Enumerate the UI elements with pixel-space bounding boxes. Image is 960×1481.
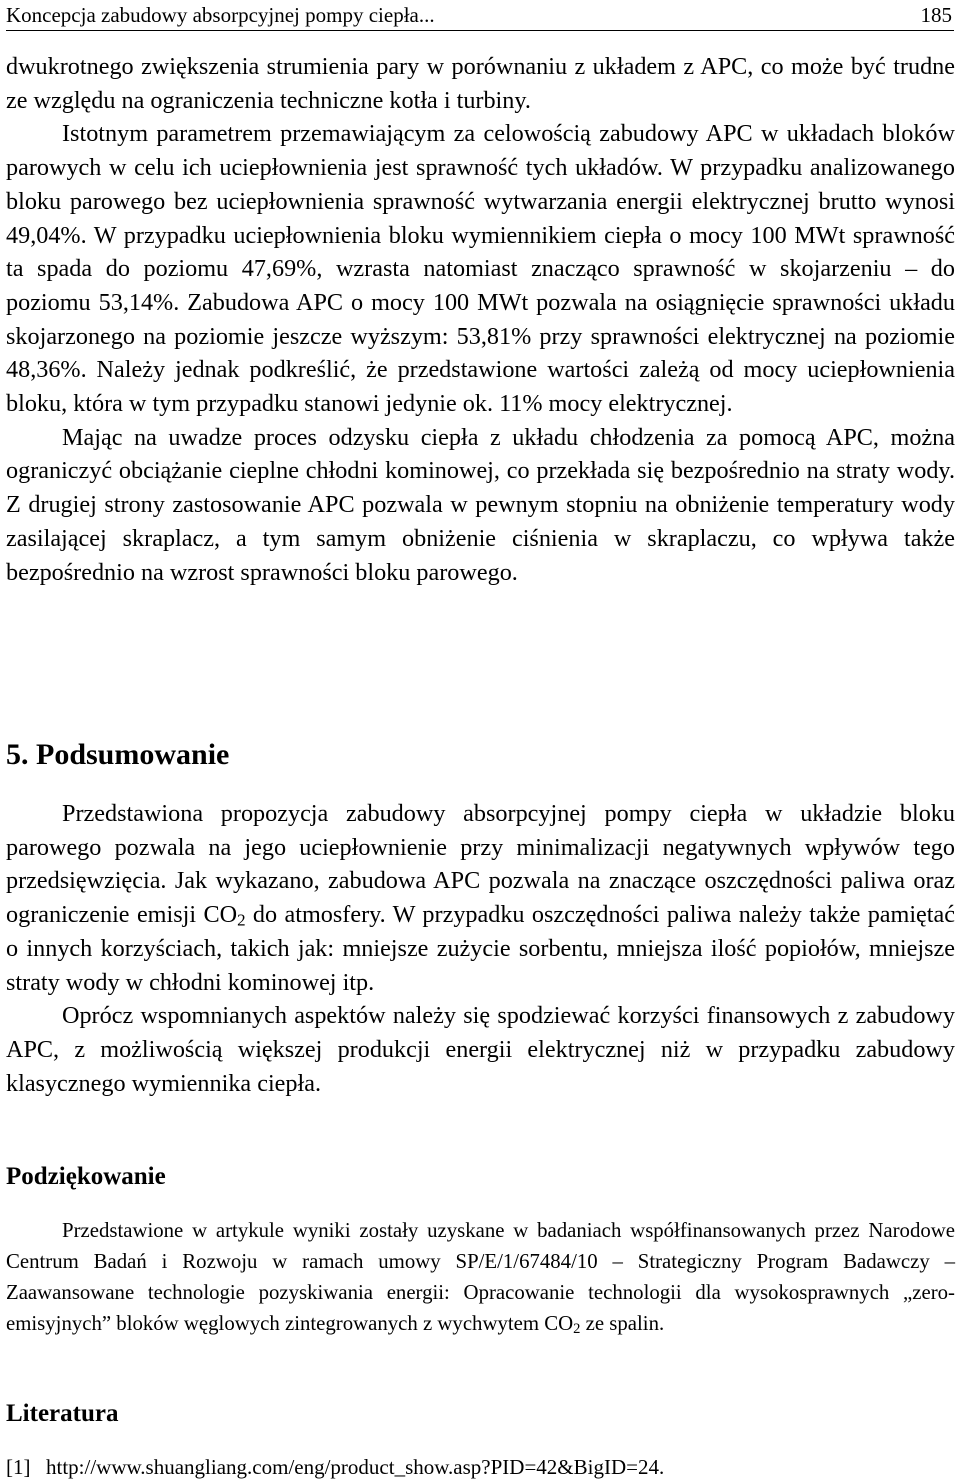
summary-paragraph-2: Oprócz wspomnianych aspektów należy się spodziewać korzyści finansowych z zabudowy APC, z możliwością większej produkcji energii elektrycznej niż w przypadku zabudowy klasycznego wymiennika ciepła. (6, 1002, 955, 1097)
page-number: 185 (920, 3, 952, 27)
intro-paragraph-1: dwukrotnego zwiększenia strumienia pary w porównaniu z układem z APC, co może być trudne ze względu na ograniczenia techniczne kotła i turbiny. (6, 53, 955, 114)
reference-link[interactable]: http://www.shuangliang.com/eng/product_show.asp?PID=42&BigID=24. (46, 1455, 665, 1479)
intro-paragraph-3: Mając na uwadze proces odzysku ciepła z układu chłodzenia za pomocą APC, można ograniczyć obciążanie cieplne chłodni kominowej, co przekłada się bezpośrednio na straty wody. Z drugiej strony zastosowanie APC pozwala w pewnym stopniu na obniżenie temperatury wody zasilającej skraplacz, a tym samym obniżenie ciśnienia w skraplaczu, co wpływa także bezpośrednio na wzrost sprawności bloku parowego. (6, 423, 955, 586)
section-heading-summary: 5. Podsumowanie (6, 738, 230, 771)
summary-paragraph-1-text: Przedstawiona propozycja zabudowy absorpcyjnej pompy ciepła w układzie bloku parowego pozwala na jego uciepłownienie przy minimalizacji negatywnych wpływów tego przedsięwzięcia. Jak wykazano, zabudowa APC pozwala na znaczące oszczędności paliwa oraz ograniczenie emisji CO (6, 800, 955, 929)
intro-section (6, 50, 955, 589)
summary-paragraph-1 (6, 797, 955, 999)
co2-subscript-ack: 2 (573, 1320, 581, 1337)
acknowledgment-section (6, 1215, 955, 1339)
section-heading-literature: Literatura (6, 1400, 119, 1427)
running-header (6, 2, 954, 31)
summary-paragraph-1-text-end: do atmosfery. W przypadku oszczędności paliwa należy także pamiętać o innych korzyściach, takich jak: mniejsze zużycie sorbentu, mniejsza ilość popiołów, mniejsze straty wody w chłodni kominowej itp. (6, 901, 955, 996)
running-header-title: Koncepcja zabudowy absorpcyjnej pompy ciepła... (6, 3, 435, 27)
acknowledgment-text: Przedstawione w artykule wyniki zostały uzyskane w badaniach współfinansowanych przez Narodowe Centrum Badań i Rozwoju w ramach umowy SP/E/1/67484/10 – Strategiczny Program Badawczy – Zaawansowane technologie pozyskiwania energii: Opracowanie technologii dla wysokosprawnych „zero-emisyjnych” bloków węglowych zintegrowanych z wychwytem CO (6, 1219, 955, 1335)
intro-paragraph-2: Istotnym parametrem przemawiającym za celowością zabudowy APC w układach bloków parowych w celu ich uciepłownienia jest sprawność tych układów. W przypadku analizowanego bloku parowego bez uciepłownienia sprawność wytwarzania energii elektrycznej brutto wynosi 49,04%. W przypadku uciepłownienia bloku wymiennikiem ciepła o mocy 100 MWt sprawność ta spada do poziomu 47,69%, wzrasta natomiast znacząco sprawność w skojarzeniu – do poziomu 53,14%. Zabudowa APC o mocy 100 MWt pozwala na osiągnięcie sprawności układu skojarzonego na poziomie jeszcze wyższym: 53,81% przy sprawności elektrycznej na poziomie 48,36%. Należy jednak podkreślić, że przedstawione wartości zależą od mocy uciepłownienia bloku, która w tym przypadku stanowi jedynie ok. 11% mocy elektrycznej. (6, 120, 955, 418)
acknowledgment-text-end: ze spalin. (580, 1312, 665, 1335)
summary-section (6, 797, 955, 1100)
acknowledgment-paragraph (6, 1215, 955, 1339)
co2-subscript: 2 (237, 910, 246, 930)
section-heading-acknowledgment: Podziękowanie (6, 1163, 166, 1190)
reference-item (6, 1454, 664, 1480)
reference-number: [1] (6, 1455, 31, 1479)
